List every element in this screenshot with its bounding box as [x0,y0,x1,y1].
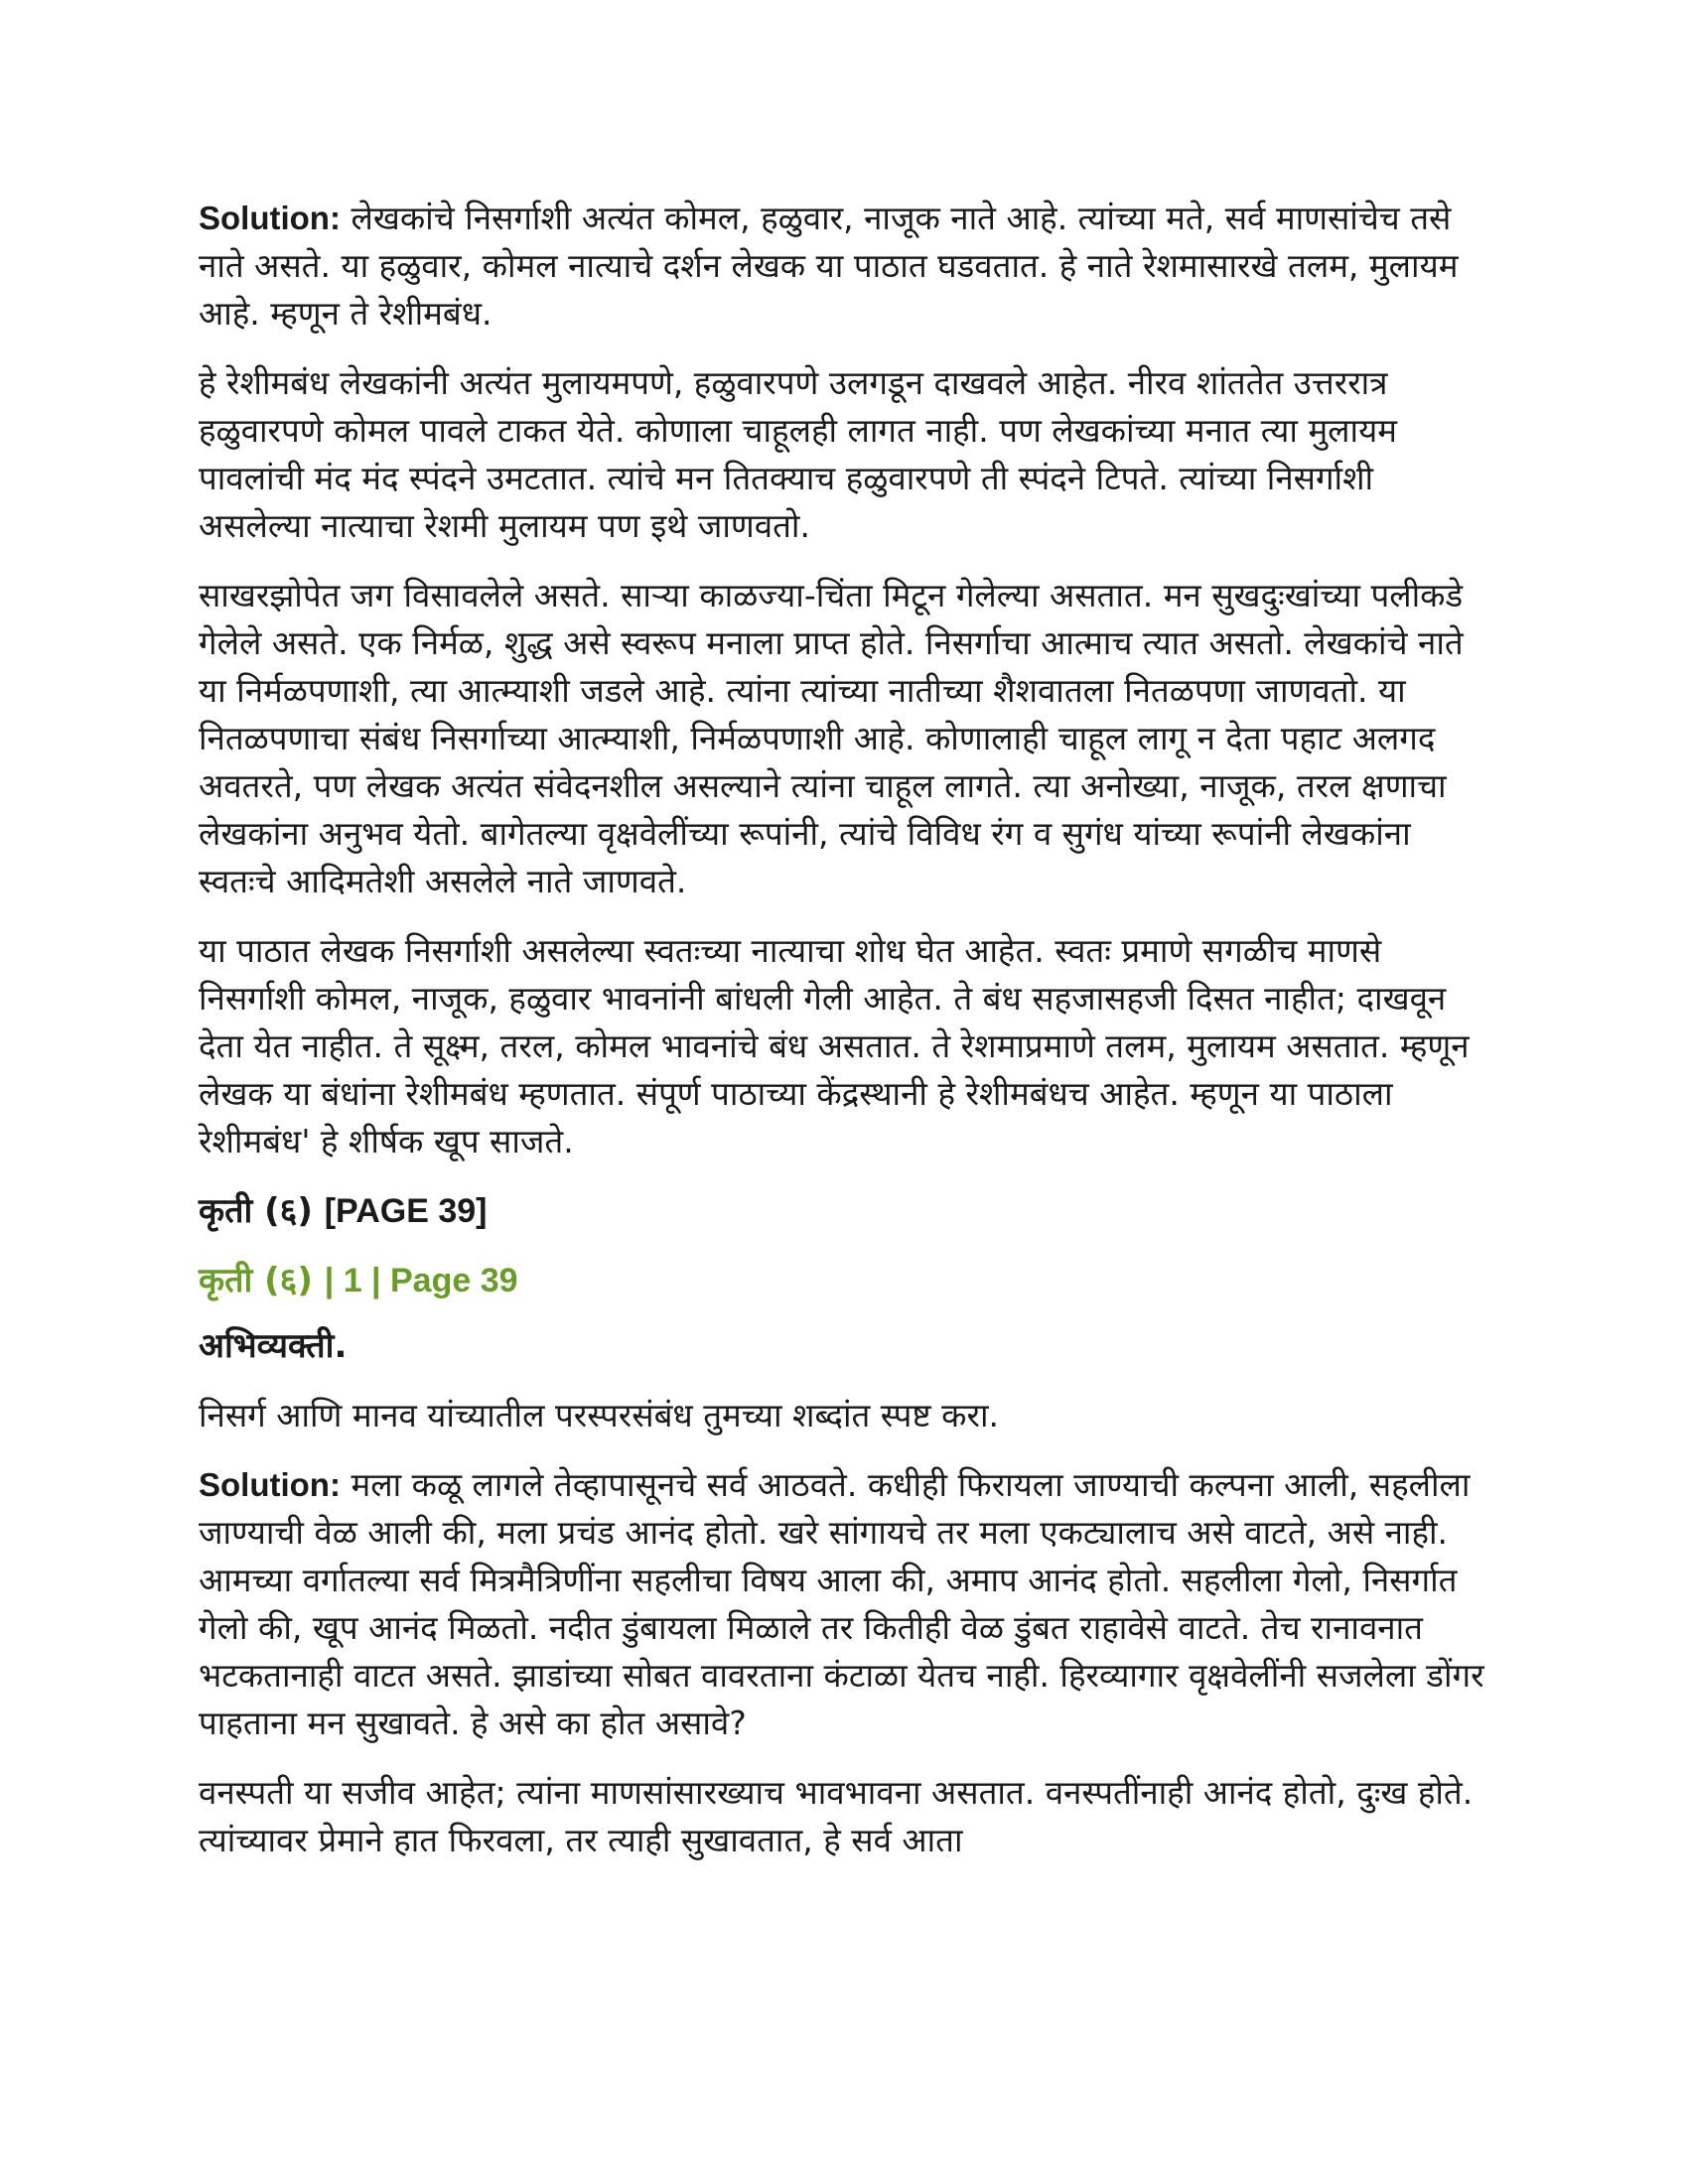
paragraph-2: हे रेशीमबंध लेखकांनी अत्यंत मुलायमपणे, हळुवारपणे उलगडून दाखवले आहेत. नीरव शांततेत उत्तररात्र हळुवारपणे कोमल पावले टाकत येते. कोणाला चाहूलही लागत नाही. पण लेखकांच्या मनात त्या मुलायम पावलांची मंद मंद स्पंदने उमटतात. त्यांचे मन तितक्याच हळुवारपणे ती स्पंदने टिपते. त्यांच्या निसर्गाशी असलेल्या नात्याचा रेशमी मुलायम पण इथे जाणवतो. [199,363,1397,545]
solution-label: Solution: [199,200,341,236]
paragraph-text: लेखकांचे निसर्गाशी अत्यंत कोमल, हळुवार, नाजूक नाते आहे. त्यांच्या मते, सर्व माणसांचेच तसे नाते असते. या हळुवार, कोमल नात्याचे दर्शन लेखक या पाठात घडवतात. हे नाते रेशमासारखे तलम, मुलायम आहे. म्हणून ते रेशीमबंध. [199,199,1459,333]
document-page [199,195,1489,1886]
solution-paragraph-5 [199,1461,1489,1747]
question-text: निसर्ग आणि मानव यांच्यातील परस्परसंबंध तुमच्या शब्दांत स्पष्ट करा. [199,1396,1000,1434]
section-heading-suffix: [PAGE 39] [324,1192,488,1230]
topic-heading: अभिव्यक्ती. [199,1326,348,1366]
solution-label: Solution: [199,1466,341,1503]
paragraph-6: वनस्पती या सजीव आहेत; त्यांना माणसांसारख्याच भावभावना असतात. वनस्पतींनाही आनंद होतो, दुःख होते. त्यांच्यावर प्रेमाने हात फिरवला, तर त्याही सुखावतात, हे सर्व आता [199,1773,1474,1859]
section-heading-prefix: कृती (६) [199,1191,325,1231]
question-subheading [199,1257,1489,1304]
solution-paragraph-1 [199,195,1489,338]
section-heading [199,1187,1489,1235]
paragraph-3: साखरझोपेत जग विसावलेले असते. साऱ्या काळज्या-चिंता मिटून गेलेल्या असतात. मन सुखदुःखांच्या पलीकडे गेलेले असते. एक निर्मळ, शुद्ध असे स्वरूप मनाला प्राप्त होते. निसर्गाचा आत्माच त्यात असतो. लेखकांचे नाते या निर्मळपणाशी, त्या आत्म्याशी जडले आहे. त्यांना त्यांच्या नातीच्या शैशवातला नितळपणा जाणवतो. या नितळपणाचा संबंध निसर्गाच्या आत्म्याशी, निर्मळपणाशी आहे. कोणालाही चाहूल लागू न देता पहाट अलगद अवतरते, पण लेखक अत्यंत संवेदनशील असल्याने त्यांना चाहूल लागते. त्या अनोख्या, नाजूक, तरल क्षणाचा लेखकांना अनुभव येतो. बागेतल्या वृक्षवेलींच्या रूपांनी, त्यांचे विविध रंग व सुगंध यांच्या रूपांनी लेखकांना स्वतःचे आदिमतेशी असलेले नाते जाणवते. [199,576,1464,900]
subheading-suffix: | 1 | Page 39 [324,1262,518,1299]
paragraph-4: या पाठात लेखक निसर्गाशी असलेल्या स्वतःच्या नात्याचा शोध घेत आहेत. स्वतः प्रमाणे सगळीच माणसे निसर्गाशी कोमल, नाजूक, हळुवार भावनांनी बांधली गेली आहेत. ते बंध सहजासहजी दिसत नाहीत; दाखवून देता येत नाहीत. ते सूक्ष्म, तरल, कोमल भावनांचे बंध असतात. ते रेशमाप्रमाणे तलम, मुलायम असतात. म्हणून लेखक या बंधांना रेशीमबंध म्हणतात. संपूर्ण पाठाच्या केंद्रस्थानी हे रेशीमबंधच आहेत. म्हणून या पाठाला रेशीमबंध' हे शीर्षक खूप साजते. [199,931,1470,1160]
paragraph-text: मला कळू लागले तेव्हापासूनचे सर्व आठवते. कधीही फिरायला जाण्याची कल्पना आली, सहलीला जाण्याची वेळ आली की, मला प्रचंड आनंद होतो. खरे सांगायचे तर मला एकट्यालाच असे वाटते, असे नाही. आमच्या वर्गातल्या सर्व मित्रमैत्रिणींना सहलीचा विषय आला की, अमाप आनंद होतो. सहलीला गेलो, निसर्गात गेलो की, खूप आनंद मिळतो. नदीत डुंबायला मिळाले तर कितीही वेळ डुंबत राहावेसे वाटते. तेच रानावनात भटकतानाही वाटत असते. झाडांच्या सोबत वावरताना कंटाळा येतच नाही. हिरव्यागार वृक्षवेलींनी सजलेला डोंगर पाहताना मन सुखावते. हे असे का होत असावे? [199,1465,1484,1742]
subheading-prefix: कृती (६) [199,1261,325,1300]
